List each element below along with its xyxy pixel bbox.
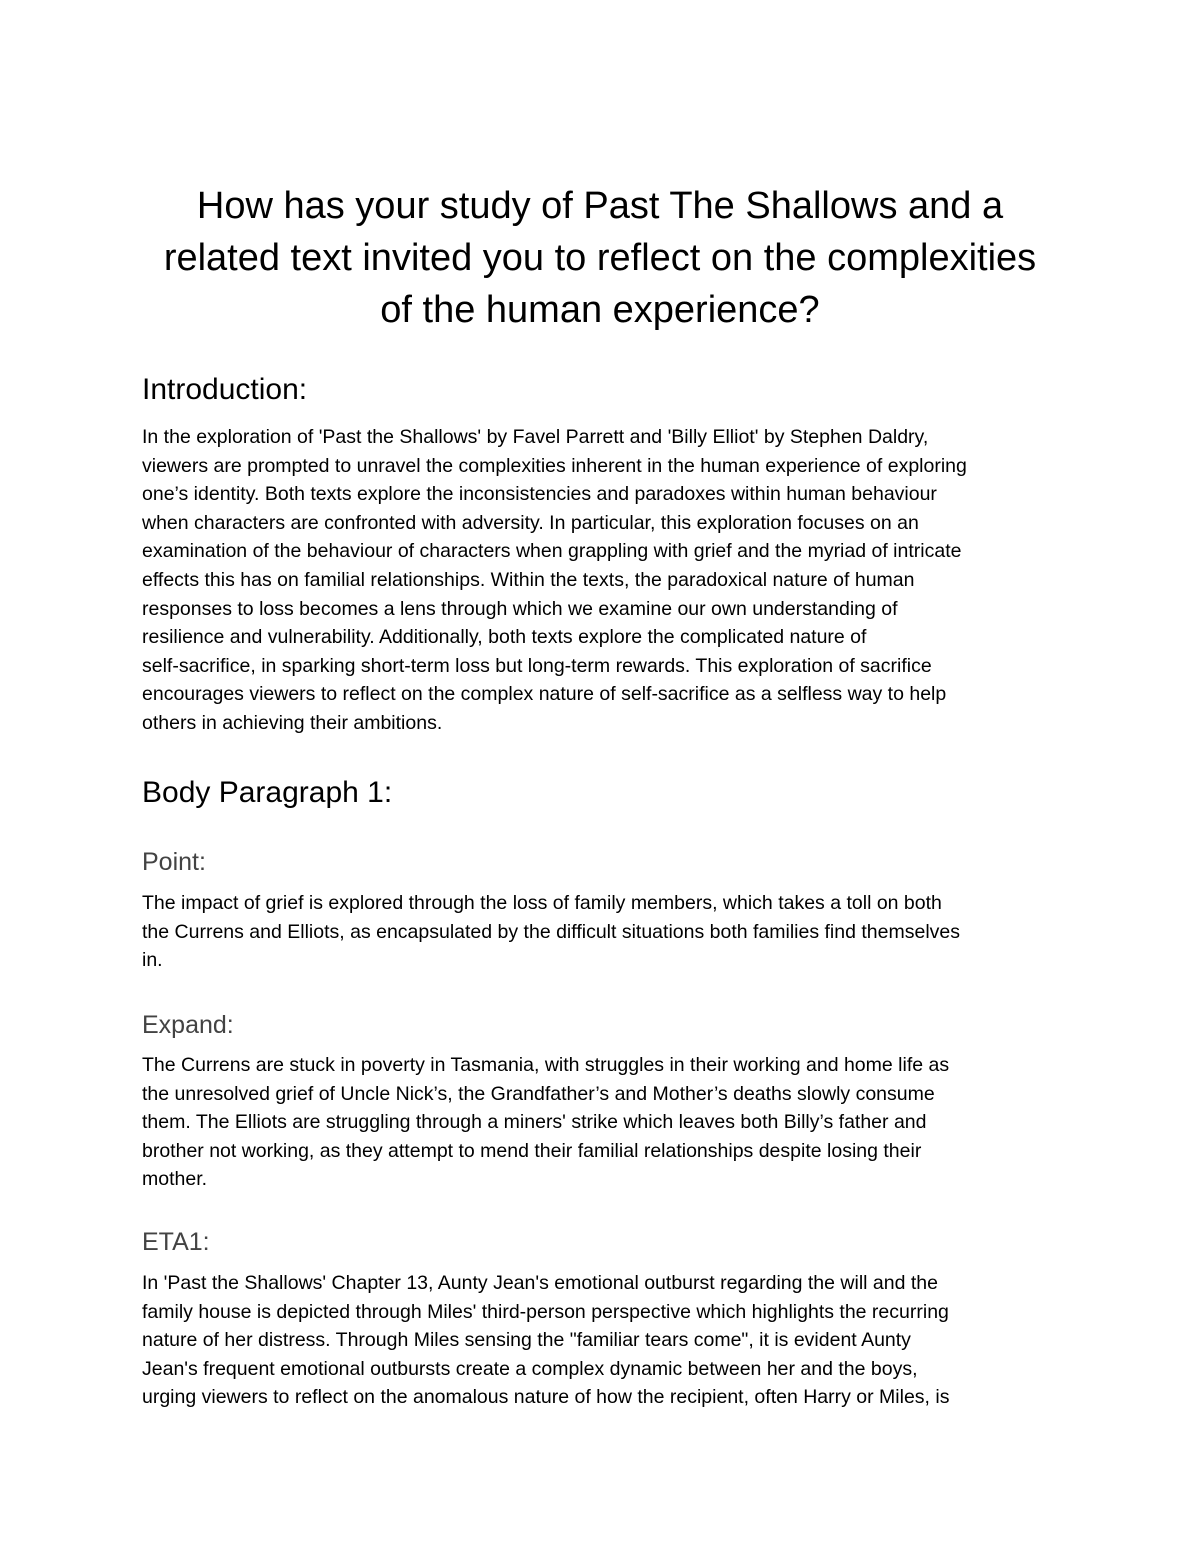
paragraph-line: resilience and vulnerability. Additionally, both texts explore the complicated nature of [142, 626, 867, 649]
title-line: of the human experience? [380, 289, 820, 331]
paragraph-line: Jean's frequent emotional outbursts create a complex dynamic between her and the boys, [142, 1357, 918, 1380]
eta1-heading: ETA1: [142, 1228, 210, 1256]
paragraph-line: when characters are confronted with adversity. In particular, this exploration focuses on an [142, 511, 919, 534]
paragraph-line: self-sacrifice, in sparking short-term loss but long-term rewards. This exploration of sacrifice [142, 654, 932, 677]
paragraph-line: viewers are prompted to unravel the complexities inherent in the human experience of exploring [142, 454, 967, 477]
paragraph-line: In the exploration of 'Past the Shallows' by Favel Parrett and 'Billy Elliot' by Stephen Daldry, [142, 426, 929, 448]
paragraph-line: the unresolved grief of Uncle Nick’s, the Grandfather’s and Mother’s deaths slowly consume [142, 1082, 935, 1105]
paragraph-line: urging viewers to reflect on the anomalous nature of how the recipient, often Harry or Miles, is [142, 1386, 950, 1409]
introduction-paragraph [142, 423, 1058, 738]
paragraph-line: them. The Elliots are struggling through a miners' strike which leaves both Billy’s father and [142, 1111, 927, 1134]
introduction-heading: Introduction: [142, 373, 308, 406]
paragraph-line: The Currens are stuck in poverty in Tasmania, with struggles in their working and home life as [142, 1054, 950, 1076]
paragraph-line: brother not working, as they attempt to mend their familial relationships despite losing their [142, 1139, 922, 1162]
paragraph-line: the Currens and Elliots, as encapsulated by the difficult situations both families find themselves [142, 920, 961, 943]
expand-heading: Expand: [142, 1011, 234, 1039]
paragraph-line: examination of the behaviour of characters when grappling with grief and the myriad of intricate [142, 540, 962, 563]
point-paragraph [142, 889, 1058, 975]
title-line: How has your study of Past The Shallows and a [196, 185, 1004, 227]
paragraph-line: one’s identity. Both texts explore the inconsistencies and paradoxes within human behaviour [142, 483, 937, 506]
paragraph-line: In 'Past the Shallows' Chapter 13, Aunty Jean's emotional outburst regarding the will and the [142, 1272, 938, 1294]
title-line: related text invited you to reflect on the complexities [163, 237, 1037, 279]
paragraph-line: The impact of grief is explored through the loss of family members, which takes a toll on both [142, 892, 942, 914]
paragraph-line: family house is depicted through Miles' third-person perspective which highlights the recurring [142, 1300, 949, 1323]
paragraph-line: effects this has on familial relationships. Within the texts, the paradoxical nature of human [142, 568, 915, 591]
paragraph-line: in. [142, 949, 163, 972]
point-heading: Point: [142, 848, 206, 876]
paragraph-line: responses to loss becomes a lens through which we examine our own understanding of [142, 597, 898, 620]
paragraph-line: mother. [142, 1168, 208, 1191]
expand-paragraph [142, 1051, 1058, 1194]
paragraph-line: nature of her distress. Through Miles sensing the "familiar tears come", it is evident Aunty [142, 1329, 911, 1352]
body-paragraph-1-heading: Body Paragraph 1: [142, 776, 393, 809]
eta1-paragraph [142, 1269, 1058, 1412]
paragraph-line: encourages viewers to reflect on the complex nature of self-sacrifice as a selfless way to help [142, 683, 947, 706]
essay-question-title [142, 180, 1058, 336]
paragraph-line: others in achieving their ambitions. [142, 711, 443, 734]
